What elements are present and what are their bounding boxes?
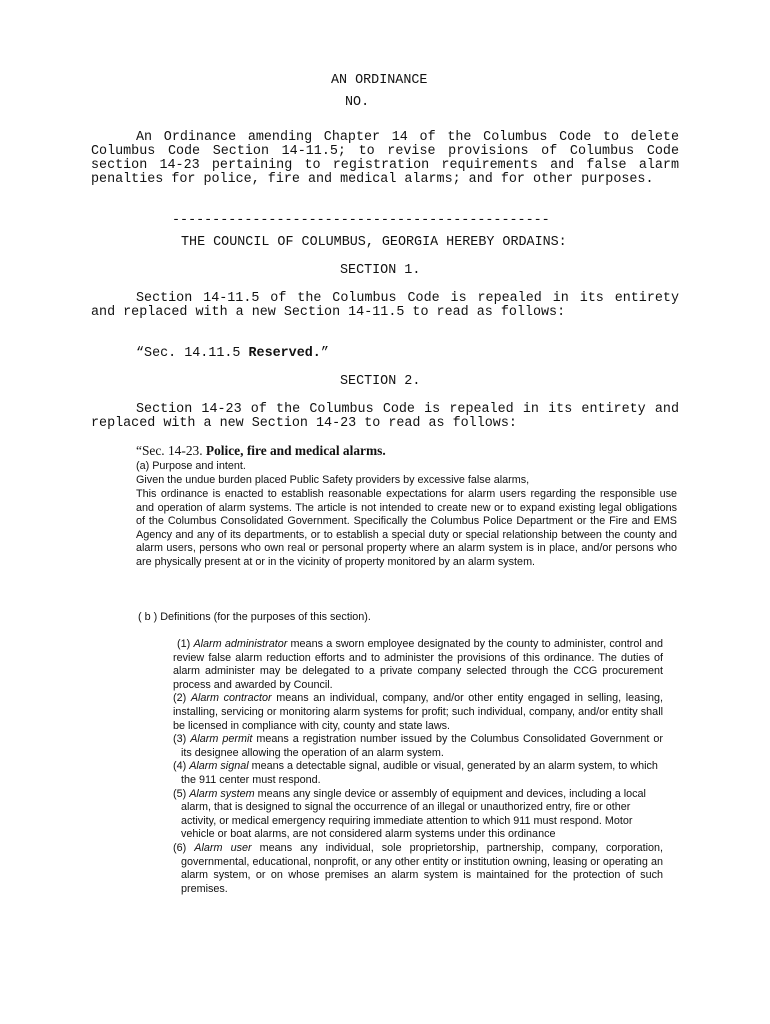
definition-number: (2) [173,692,191,705]
definition-item [173,733,663,760]
sec-14-23-heading [136,443,386,459]
definition-number: (5) [173,787,190,800]
section-2-title: SECTION 2. [340,374,421,389]
definition-term: Alarm user [194,841,252,854]
section-1-quote [136,347,329,361]
ordains-line: THE COUNCIL OF COLUMBUS, GEORGIA HEREBY ORDAINS: [181,235,567,250]
quote-suffix: ” [320,346,329,361]
definition-term: Alarm administrator [193,638,288,650]
preamble: An Ordinance amending Chapter 14 of the Columbus Code to delete Columbus Code Section 14-11.5; to revise provisions of Columbus Code section 14-23 pertaining to registration requirements and false alarm penalties for police, fire and medical alarms; and for other purposes. [91,130,679,187]
ordinance-title: AN ORDINANCE [331,73,428,88]
definition-item [173,842,663,896]
section-1-title: SECTION 1. [340,263,421,278]
definition-term: Alarm contractor [190,692,272,705]
purpose-intro: Given the undue burden placed Public Safety providers by excessive false alarms, [136,474,530,486]
definition-number: (1) [177,638,194,650]
definition-number: (4) [173,760,190,773]
definition-item [173,692,663,733]
definition-item [173,638,663,692]
definition-text: means a registration number issued by the Columbus Consolidated Government or its designee allowing the operation of an alarm system. [181,733,663,759]
section-1-body: Section 14-11.5 of the Columbus Code is repealed in its entirety and replaced with a new Section 14-11.5 to read as follows: [91,291,679,320]
sec-14-23-title: Police, fire and medical alarms. [205,443,386,458]
section-2-body: Section 14-23 of the Columbus Code is repealed in its entirety and replaced with a new Section 14-23 to read as follows: [91,402,679,431]
definition-text: means any single device or assembly of equipment and devices, including a local alarm, that is designed to signal the occurrence of an illegal or unauthorized entry, fire or other activity, or medical emergency requiring immediate attention to which 911 must respond. Motor vehicle or boat alarms, are not considered alarm systems under this ordinance [181,787,646,841]
definition-text: means any individual, sole proprietorship, partnership, company, corporation, governmental, educational, nonprofit, or any other entity or institution owning, leasing or operating an alarm system, or on whose premises an alarm system is maintained for the protection of such premises. [181,841,663,895]
definition-item [173,760,663,787]
definition-text: means an individual, company, and/or other entity engaged in selling, leasing, installing, servicing or monitoring alarm systems for profit; such individual, company, and/or entity shall be licensed in compliance with city, county and state laws. [173,692,664,732]
definitions-list [173,638,663,896]
definition-text: means a detectable signal, audible or visual, generated by an alarm system, to which the 911 center must respond. [181,760,658,786]
definition-term: Alarm permit [190,733,253,746]
quote-reserved: Reserved. [248,346,321,361]
definition-text: means a sworn employee designated by the county to administer, control and review false alarm reduction efforts and to administer the provisions of this ordinance. The duties of alarm administer may be delegated to a private company selected through the CCG procurement process and awarded by Council. [173,638,663,691]
definitions-heading: ( b ) Definitions (for the purposes of this section). [138,611,371,623]
ordinance-number-label: NO. [345,95,370,110]
purpose-heading: (a) Purpose and intent. [136,460,246,472]
definition-number: (3) [173,733,191,746]
definition-number: (6) [173,841,195,854]
definition-term: Alarm signal [189,760,249,773]
definition-item [173,788,663,842]
purpose-body: This ordinance is enacted to establish reasonable expectations for alarm users regarding the responsible use and operation of alarm systems. The article is not intended to create new or to expand existing legal obligations of the Columbus Consolidated Government. Specifically the Columbus Police Department or the Fire and EMS Agency and any of its departments, or to establish a special duty or special relationship between the county and alarm users, persons who own real or personal property where an alarm system is in place, and/or persons who are physically present at or in the vicinity of property monitored by an alarm system. [136,488,677,568]
sec-14-23-prefix: “Sec. 14-23. [136,443,206,458]
definition-term: Alarm system [189,787,255,800]
divider: ----------------------------------------------- [172,213,550,228]
quote-prefix: “Sec. 14.11.5 [136,346,249,361]
